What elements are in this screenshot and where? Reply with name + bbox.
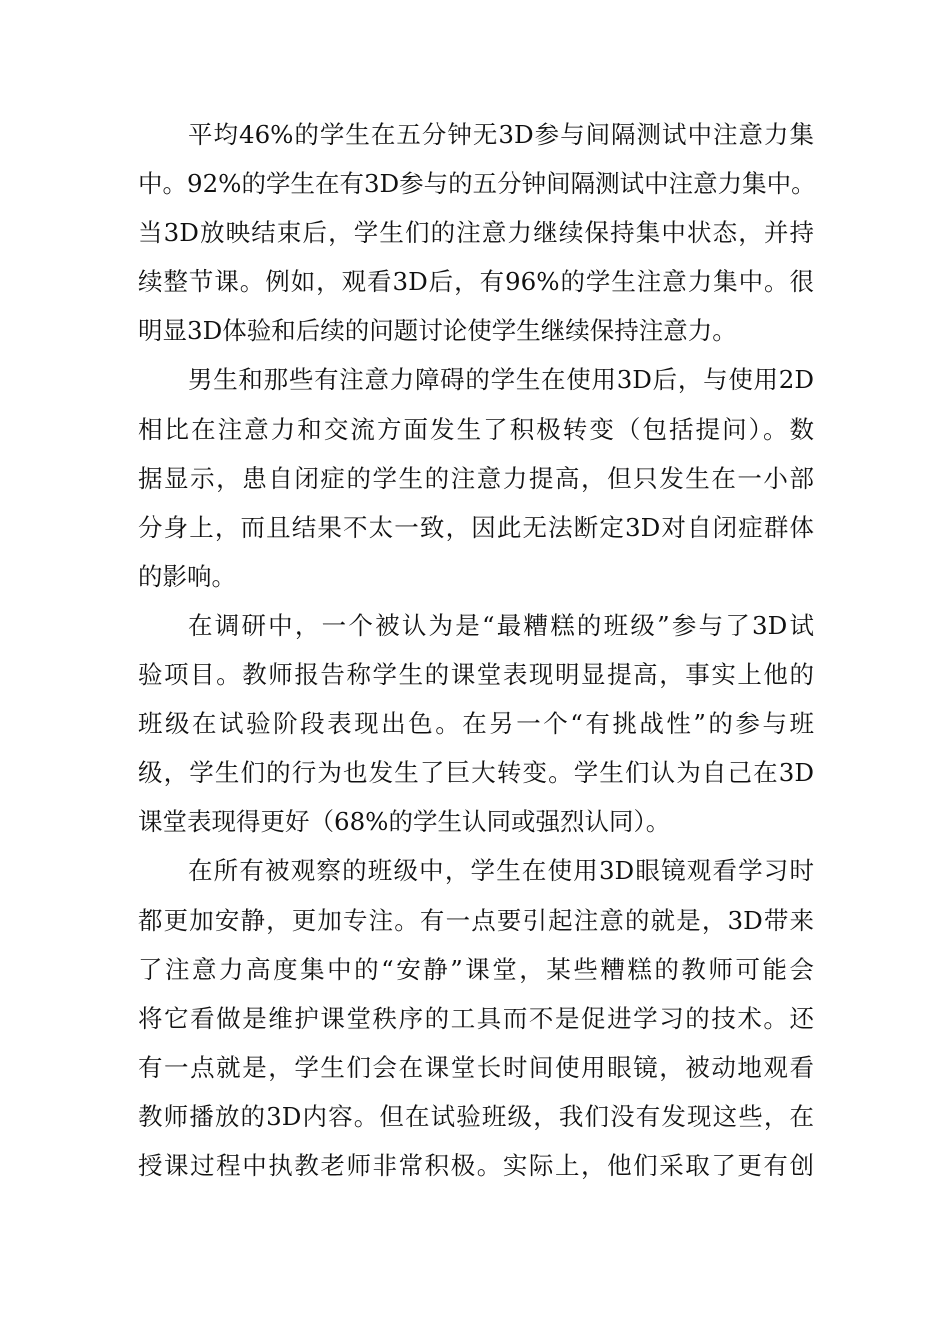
paragraph-line: 将它看做是维护课堂秩序的工具而不是促进学习的技术。还 — [138, 1003, 814, 1033]
paragraph-line: 班级在试验阶段表现出色。在另一个“有挑战性”的参与班 — [138, 709, 814, 739]
body-text — [138, 110, 814, 1190]
paragraph-line: 在调研中，一个被认为是“最糟糕的班级”参与了3D试 — [188, 610, 814, 640]
paragraph-line: 课堂表现得更好（68%的学生认同或强烈认同）。 — [138, 807, 671, 837]
paragraph — [138, 846, 814, 1190]
paragraph-line: 相比在注意力和交流方面发生了积极转变（包括提问）。数 — [138, 414, 814, 444]
paragraph-line: 有一点就是，学生们会在课堂长时间使用眼镜，被动地观看 — [138, 1052, 814, 1082]
paragraph-line: 级，学生们的行为也发生了巨大转变。学生们认为自己在3D — [138, 758, 814, 788]
paragraph-line: 了注意力高度集中的“安静”课堂，某些糟糕的教师可能会 — [138, 954, 814, 984]
paragraph-line: 验项目。教师报告称学生的课堂表现明显提高，事实上他的 — [138, 660, 814, 690]
paragraph-line: 的影响。 — [138, 561, 236, 591]
paragraph-line: 分身上，而且结果不太一致，因此无法断定3D对自闭症群体 — [138, 512, 814, 542]
paragraph-line: 都更加安静，更加专注。有一点要引起注意的就是，3D带来 — [138, 905, 814, 935]
paragraph-line: 据显示，患自闭症的学生的注意力提高，但只发生在一小部 — [138, 463, 814, 493]
paragraph — [138, 601, 814, 846]
paragraph-line: 平均46%的学生在五分钟无3D参与间隔测试中注意力集 — [188, 120, 814, 149]
paragraph-line: 中。92%的学生在有3D参与的五分钟间隔测试中注意力集中。 — [138, 169, 816, 199]
paragraph-line: 教师播放的3D内容。但在试验班级，我们没有发现这些，在 — [138, 1101, 814, 1131]
paragraph — [138, 355, 814, 600]
paragraph — [138, 110, 814, 355]
paragraph-line: 明显3D体验和后续的问题讨论使学生继续保持注意力。 — [138, 316, 737, 346]
paragraph-line: 当3D放映结束后，学生们的注意力继续保持集中状态，并持 — [138, 218, 814, 248]
paragraph-line: 在所有被观察的班级中，学生在使用3D眼镜观看学习时 — [188, 856, 814, 886]
paragraph-line: 续整节课。例如，观看3D后，有96%的学生注意力集中。很 — [138, 267, 814, 297]
paragraph-line: 男生和那些有注意力障碍的学生在使用3D后，与使用2D — [188, 365, 814, 395]
paragraph-line: 授课过程中执教老师非常积极。实际上，他们采取了更有创 — [138, 1150, 814, 1180]
